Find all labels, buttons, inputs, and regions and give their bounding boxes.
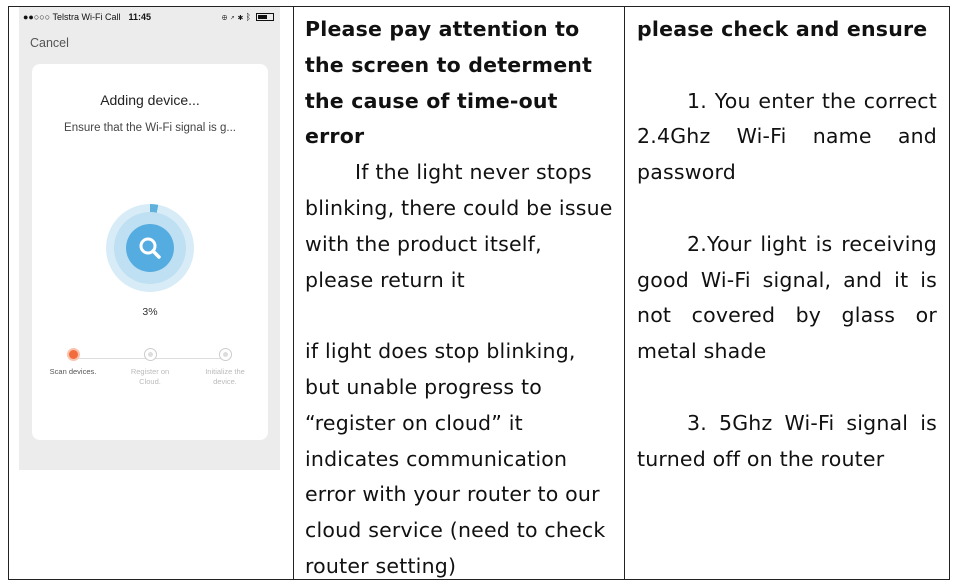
checklist-heading: please check and ensure <box>637 17 928 41</box>
search-icon <box>126 224 174 272</box>
step-pending-dot-icon <box>144 348 157 361</box>
progress-ring-inner <box>114 212 186 284</box>
instruction-table <box>8 6 950 580</box>
blinking-paragraph: If the light never stops blinking, there could be issue with the product itself, please return it <box>305 160 613 292</box>
status-glyphs: ⊕ ↗ ✱ ᛒ <box>221 12 251 22</box>
card-subtitle: Ensure that the Wi-Fi signal is g... <box>64 122 236 134</box>
checklist-item-2: 2.Your light is receiving good Wi-Fi signal, and it is not covered by glass or metal shade <box>637 231 937 364</box>
timeout-heading: Please pay attention to the screen to determent the cause of time-out error <box>305 17 593 149</box>
phone-screenshot <box>19 7 280 470</box>
checklist-item-1: 1. You enter the correct 2.4Ghz Wi-Fi name and password <box>637 88 937 185</box>
status-icons <box>222 12 274 22</box>
timeout-cause-cell <box>294 7 625 579</box>
checklist-cell <box>625 7 949 579</box>
progress-percent: 3% <box>142 306 158 318</box>
step-label: Scan devices. <box>49 367 97 376</box>
card-title: Adding device... <box>100 92 200 108</box>
progress-ring <box>106 204 194 292</box>
step-pending-dot-icon <box>219 348 232 361</box>
cancel-button[interactable]: Cancel <box>30 36 69 50</box>
adding-device-card <box>32 64 268 440</box>
step-scan-devices <box>43 348 103 377</box>
step-active-dot-icon <box>67 348 80 361</box>
status-time: 11:45 <box>128 12 152 22</box>
cloud-paragraph: if light does stop blinking, but unable progress to “register on cloud” it indicates communication error with your router to our cloud service (need to check router setting) <box>305 339 606 578</box>
step-register-cloud <box>120 348 180 387</box>
step-initialize-device <box>195 348 255 387</box>
battery-icon <box>256 13 274 21</box>
screenshot-cell <box>9 7 294 579</box>
carrier-label: ●●○○○ Telstra Wi-Fi Call <box>23 12 121 22</box>
step-label: Register on Cloud. <box>130 367 170 386</box>
step-label: Initialize the device. <box>205 367 245 386</box>
checklist-item-3: 3. 5Ghz Wi-Fi signal is turned off on the router <box>637 410 937 471</box>
status-bar <box>23 11 274 23</box>
